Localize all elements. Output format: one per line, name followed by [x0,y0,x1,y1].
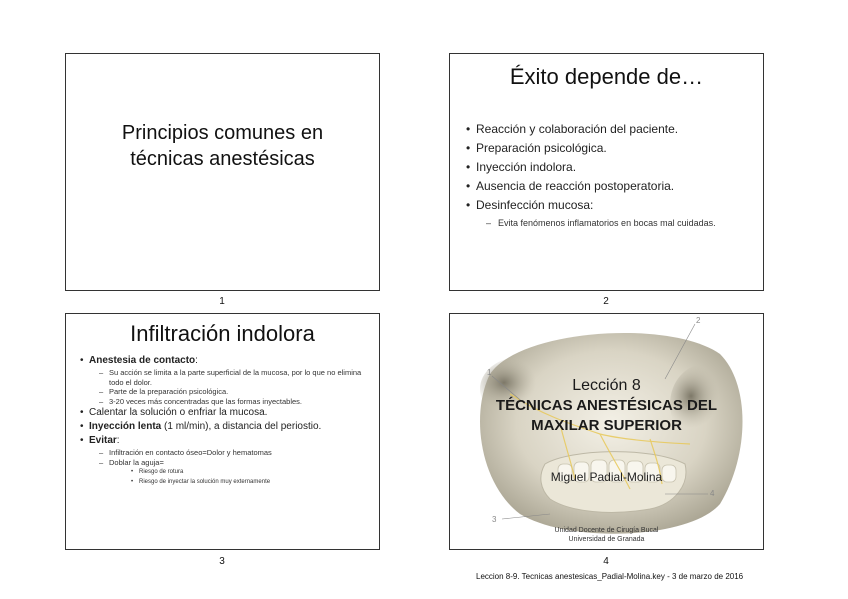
bullet-text: Desinfección mucosa: [476,198,594,212]
bullet-item [80,354,371,406]
institution [450,526,763,544]
bullet-bold: Anestesia de contacto [89,355,196,366]
lesson-number: Lección 8 [572,377,641,394]
sub-sub-bullet-item: • Riesgo de inyectar la solución muy externamente [109,477,371,487]
lesson-title-line2: MAXILAR SUPERIOR [531,417,682,434]
sub-bullet-item: – Infiltración en contacto óseo=Dolor y hematomas [89,448,371,458]
slide-2 [449,53,764,291]
bullet-item: • Ausencia de reacción postoperatoria. [466,177,755,196]
bullet-item: • Calentar la solución o enfriar la mucosa. [80,406,371,420]
slide-3-number: 3 [219,556,225,567]
figure-label-1: 1 [487,368,492,377]
page-footer: Leccion 8-9. Tecnicas anestesicas_Padial-Molina.key - 3 de marzo de 2016 [476,572,744,581]
slide-1-number: 1 [219,296,225,307]
sub-bullets [476,217,755,229]
slide-1 [65,53,380,291]
sub-sub-bullet-item: • Riesgo de rotura [109,467,371,477]
institution-line1: Unidad Docente de Cirugía Bucal [554,527,659,534]
sub-bullet-item [89,458,371,488]
slide-3-title: Infiltración indolora [130,321,315,346]
slide-2-bullets [466,120,755,229]
bullet-rest: (1 ml/min), a distancia del periostio. [161,421,322,432]
slide-3-bullets [80,354,371,487]
sub-bullets [89,368,371,406]
bullet-item: • Preparación psicológica. [466,139,755,158]
institution-line2: Universidad de Granada [568,536,645,543]
sub-bullet-item: – Su acción se limita a la parte superficial de la mucosa, por lo que no elimina todo el dolor. [89,368,371,387]
slide-1-title-line2: técnicas anestésicas [130,148,315,170]
slide-1-title [76,120,369,172]
figure-label-4: 4 [710,489,715,498]
sub-bullet-item: – Evita fenómenos inflamatorios en bocas mal cuidadas. [476,217,755,229]
bullet-rest: : [195,355,198,366]
sub-bullets [89,448,371,487]
sub-sub-bullets [109,467,371,487]
bullet-item [80,420,371,434]
sub-bullet-text: Doblar la aguja= [109,457,164,467]
bullet-bold: Inyección lenta [89,421,162,432]
bullet-bold: Evitar [89,435,117,446]
figure-label-2: 2 [696,316,701,325]
bullet-item: • Inyección indolora. [466,158,755,177]
slide-1-title-line1: Principios comunes en [121,122,324,144]
slide-2-number: 2 [603,296,609,307]
slide-4-number: 4 [603,556,609,567]
sub-bullet-item: – Parte de la preparación psicológica. [89,387,371,397]
slide-4 [449,313,764,550]
bullet-item [80,434,371,487]
figure-label-3: 3 [492,515,497,524]
bullet-rest: : [116,435,120,446]
bullet-item: • Reacción y colaboración del paciente. [466,120,755,139]
author-name: Miguel Padial-Molina [550,470,663,484]
bullet-item-with-sub [466,196,755,229]
lesson-title-line1: TÉCNICAS ANESTÉSICAS DEL [495,397,718,414]
sub-bullet-item: – 3-20 veces más concentradas que las formas inyectables. [89,397,371,407]
slide-3 [65,313,380,550]
lesson-title [450,376,763,436]
slide-2-title: Éxito depende de… [509,64,704,89]
